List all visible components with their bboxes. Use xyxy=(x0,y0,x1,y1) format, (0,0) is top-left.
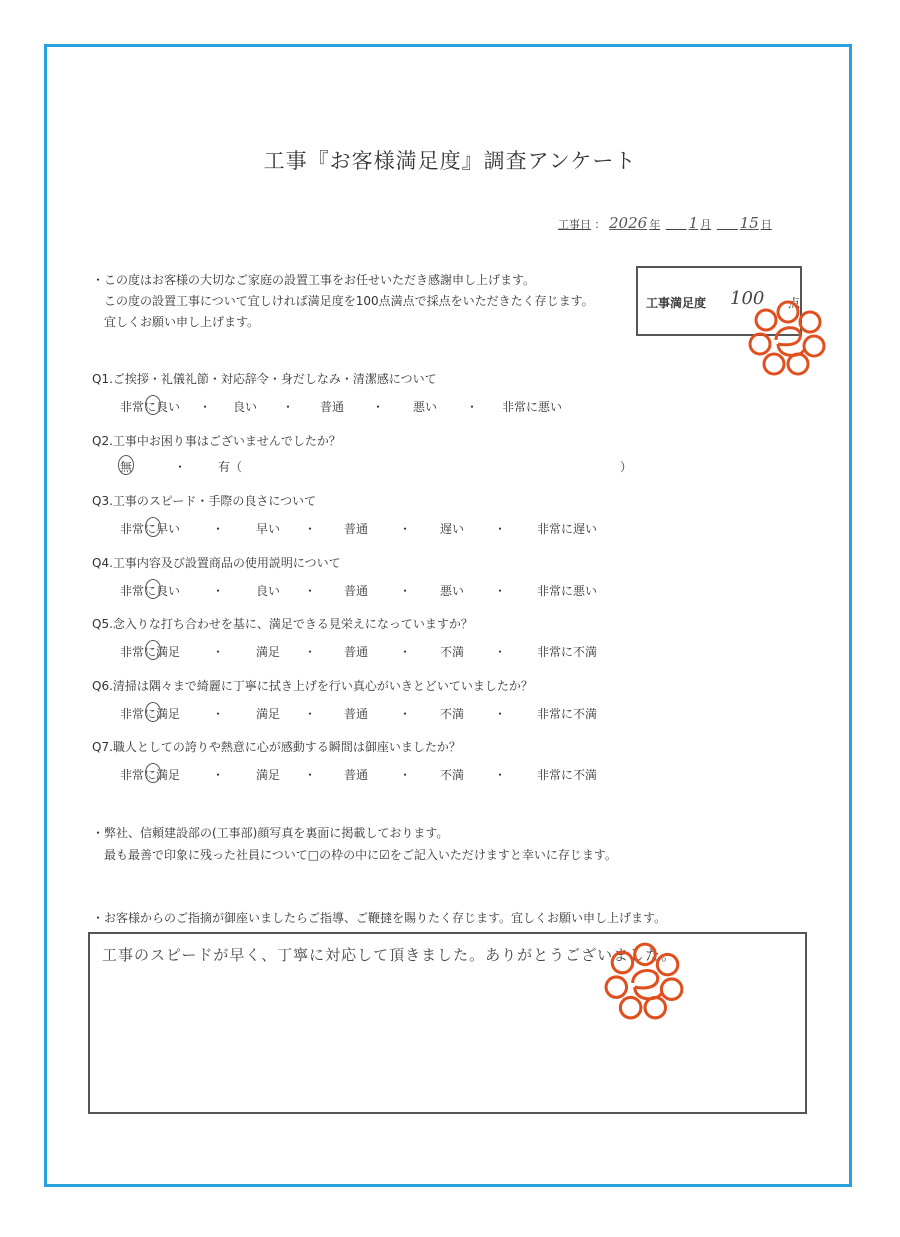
selected-circle xyxy=(145,579,161,599)
q2-option-1[interactable]: 無 xyxy=(119,460,133,474)
selected-circle xyxy=(145,640,161,660)
intro-line-1: ・この度はお客様の大切なご家庭の設置工事をお任せいただき感謝申し上げます。 xyxy=(92,273,536,287)
note-line-2: 最も最善で印象に残った社員について□の枠の中に☑をご記入いただけますと幸いに存じます。 xyxy=(104,848,617,862)
question-4: Q4.工事内容及び設置商品の使用説明について xyxy=(92,556,341,570)
q4-option-4[interactable]: 悪い xyxy=(439,584,465,598)
date-month: 1 xyxy=(688,214,699,232)
page-title: 工事『お客様満足度』調査アンケート xyxy=(263,149,637,173)
q3-option-4[interactable]: 遅い xyxy=(439,522,465,536)
q7-option-2[interactable]: 満足 xyxy=(255,768,281,782)
selected-circle xyxy=(145,517,161,537)
q3-option-1[interactable]: 非常に早い xyxy=(119,522,181,536)
selected-circle xyxy=(145,702,161,722)
q6-option-1[interactable]: 非常に満足 xyxy=(119,707,181,721)
q1-option-3[interactable]: 普通 xyxy=(319,400,345,414)
score-value: 100 xyxy=(730,288,765,309)
q3-option-3[interactable]: 普通 xyxy=(343,522,369,536)
q2-option-2[interactable]: 有（ xyxy=(217,460,243,474)
q6-option-5[interactable]: 非常に不満 xyxy=(536,707,598,721)
intro-line-3: 宜しくお願い申し上げます。 xyxy=(104,315,260,329)
q5-option-2[interactable]: 満足 xyxy=(255,645,281,659)
intro-text xyxy=(92,270,594,333)
q6-option-3[interactable]: 普通 xyxy=(343,707,369,721)
q5-option-5[interactable]: 非常に不満 xyxy=(536,645,598,659)
q7-option-3[interactable]: 普通 xyxy=(343,768,369,782)
q4-option-3[interactable]: 普通 xyxy=(343,584,369,598)
note-line-1: ・弊社、信頼建設部の(工事部)顔写真を裏面に掲載しております。 xyxy=(92,826,449,840)
date-month-unit: 月 xyxy=(700,218,712,231)
date-year-unit: 年 xyxy=(649,218,661,231)
selected-circle xyxy=(118,455,134,475)
q7-option-1[interactable]: 非常に満足 xyxy=(119,768,181,782)
score-label: 工事満足度 xyxy=(646,296,707,310)
q1-option-5[interactable]: 非常に悪い xyxy=(501,400,563,414)
q5-option-4[interactable]: 不満 xyxy=(439,645,465,659)
date-label: 工事日 xyxy=(558,218,591,231)
flower-stamp-icon xyxy=(748,298,828,378)
date-day: 15 xyxy=(739,214,759,232)
selected-circle xyxy=(145,763,161,783)
handwritten-comment: 工事のスピードが早く、丁寧に対応して頂きました。ありがとうございました。 xyxy=(102,946,678,964)
question-2: Q2.工事中お困り事はございませんでしたか？ xyxy=(92,434,341,448)
date-separator: ： xyxy=(594,218,606,231)
date-day-unit: 日 xyxy=(760,218,772,231)
q2-close-paren: ） xyxy=(620,460,633,474)
selected-circle xyxy=(145,395,161,415)
q3-option-5[interactable]: 非常に遅い xyxy=(536,522,598,536)
q1-option-2[interactable]: 良い xyxy=(232,400,258,414)
q4-option-2[interactable]: 良い xyxy=(255,584,281,598)
q6-option-4[interactable]: 不満 xyxy=(439,707,465,721)
q3-option-2[interactable]: 早い xyxy=(255,522,281,536)
question-5: Q5.念入りな打ち合わせを基に、満足できる見栄えになっていますか？ xyxy=(92,617,473,631)
q4-option-1[interactable]: 非常に良い xyxy=(119,584,181,598)
comment-box[interactable] xyxy=(88,932,807,1114)
q6-option-2[interactable]: 満足 xyxy=(255,707,281,721)
feedback-prompt: ・お客様からのご指摘が御座いましたらご指導、ご鞭撻を賜りたく存じます。宜しくお願い申し上げます。 xyxy=(92,911,667,925)
staff-photo-note xyxy=(92,822,617,866)
q7-option-5[interactable]: 非常に不満 xyxy=(536,768,598,782)
question-6: Q6.清掃は隅々まで綺麗に丁寧に拭き上げを行い真心がいきとどいていましたか？ xyxy=(92,679,533,693)
q1-option-1[interactable]: 非常に良い xyxy=(119,400,181,414)
construction-date xyxy=(558,214,774,232)
score-unit: 点 xyxy=(788,296,801,310)
q5-option-1[interactable]: 非常に満足 xyxy=(119,645,181,659)
question-1: Q1.ご挨拶・礼儀礼節・対応辞令・身だしなみ・清潔感について xyxy=(92,372,437,386)
date-year: 2026 xyxy=(609,214,648,232)
q7-option-4[interactable]: 不満 xyxy=(439,768,465,782)
intro-line-2: この度の設置工事について宜しければ満足度を100点満点で採点をいただきたく存じます。 xyxy=(104,294,594,308)
q4-option-5[interactable]: 非常に悪い xyxy=(536,584,598,598)
q1-option-4[interactable]: 悪い xyxy=(412,400,438,414)
question-7: Q7.職人としての誇りや熱意に心が感動する瞬間は御座いましたか？ xyxy=(92,740,461,754)
q5-option-3[interactable]: 普通 xyxy=(343,645,369,659)
flower-stamp-icon xyxy=(604,940,686,1022)
question-3: Q3.工事のスピード・手際の良さについて xyxy=(92,494,317,508)
